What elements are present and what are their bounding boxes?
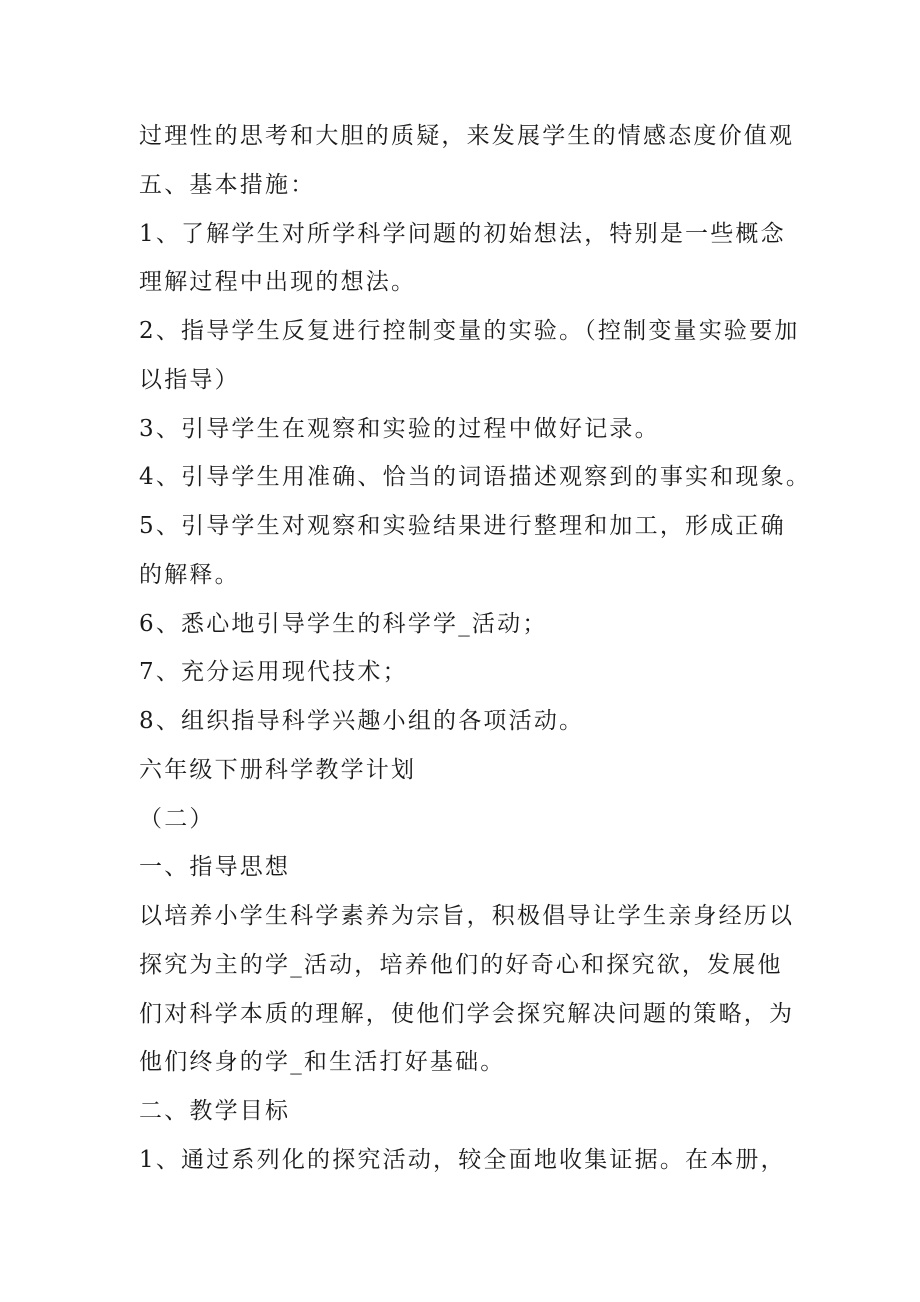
text-line: 8、组织指导科学兴趣小组的各项活动。 bbox=[139, 708, 585, 734]
text-line: 理解过程中出现的想法。 bbox=[139, 269, 417, 295]
text-line: 2、指导学生反复进行控制变量的实验。（控制变量实验要加 bbox=[139, 318, 800, 344]
text-line: 探究为主的学_活动，培养他们的好奇心和探究欲，发展他 bbox=[139, 952, 783, 978]
text-line: 6、悉心地引导学生的科学学_活动； bbox=[139, 611, 548, 637]
text-line: 7、充分运用现代技术； bbox=[139, 659, 408, 685]
text-line: 他们终身的学_和生活打好基础。 bbox=[139, 1049, 506, 1075]
text-line: 过理性的思考和大胆的质疑，来发展学生的情感态度价值观 bbox=[139, 123, 795, 149]
section-heading: 二、教学目标 bbox=[139, 1098, 291, 1124]
text-line: 的解释。 bbox=[139, 562, 240, 588]
document-title: 六年级下册科学教学计划 bbox=[139, 757, 417, 783]
section-heading: 一、指导思想 bbox=[139, 854, 291, 880]
text-line: 1、通过系列化的探究活动，较全面地收集证据。在本册， bbox=[139, 1147, 786, 1173]
section-heading: 五、基本措施： bbox=[139, 172, 316, 198]
text-line: 们对科学本质的理解，使他们学会探究解决问题的策略，为 bbox=[139, 1001, 795, 1027]
text-line: 1、了解学生对所学科学问题的初始想法，特别是一些概念 bbox=[139, 221, 786, 247]
text-line: 以培养小学生科学素养为宗旨，积极倡导让学生亲身经历以 bbox=[139, 903, 795, 929]
document-subtitle: （二） bbox=[139, 806, 215, 832]
text-line: 5、引导学生对观察和实验结果进行整理和加工，形成正确 bbox=[139, 513, 786, 539]
text-line: 以指导） bbox=[139, 367, 240, 393]
text-line: 3、引导学生在观察和实验的过程中做好记录。 bbox=[139, 416, 660, 442]
text-line: 4、引导学生用准确、恰当的词语描述观察到的事实和现象。 bbox=[139, 464, 812, 490]
